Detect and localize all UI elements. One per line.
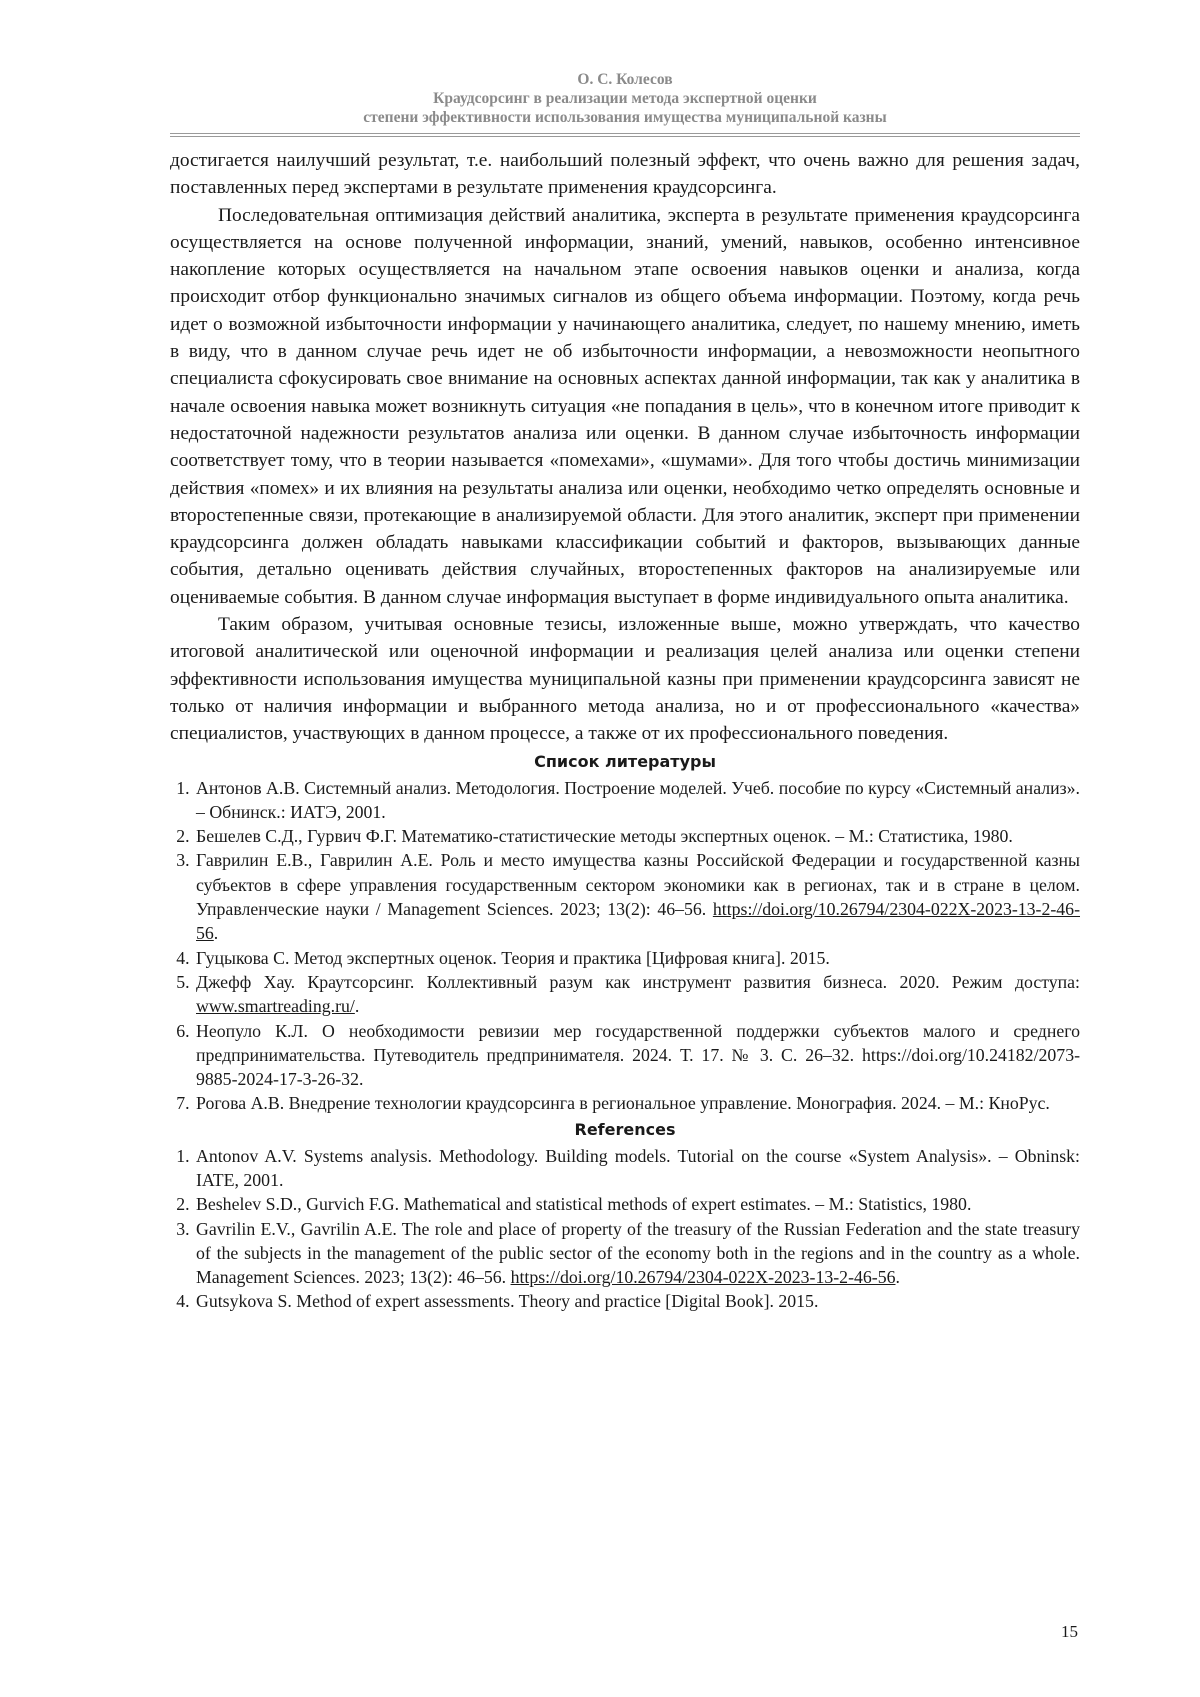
header-title-line-2: степени эффективности использования имущества муниципальной казны	[363, 109, 887, 126]
header-title-line-1: Краудсорсинг в реализации метода экспертной оценки	[433, 90, 817, 107]
header-author: О. С. Колесов	[577, 71, 673, 88]
references-list	[170, 1144, 1080, 1314]
literature-item-1: 1. Антонов А.В. Системный анализ. Методология. Построение моделей. Учеб. пособие по курсу «Системный анализ». – Обнинск.: ИАТЭ, 2001.	[194, 776, 1080, 825]
paragraph-optimization: Последовательная оптимизация действий аналитика, эксперта в результате применения краудсорсинга осуществляется на основе полученной информации, знаний, умений, навыков, особенно интенсивное накопление которых осуществляется на начальном этапе освоения навыков оценки и анализа, когда происходит отбор функционально значимых сигналов из общего объема информации. Поэтому, когда речь идет о возможной избыточности информации у начинающего аналитика, следует, по нашему мнению, иметь в виду, что в данном случае речь идет не об избыточности информации, а невозможности неопытного специалиста сфокусировать свое внимание на основных аспектах данной информации, так как у аналитика в начале освоения навыка может возникнуть ситуация «не попадания в цель», что в конечном итоге приводит к недостаточной надежности результатов анализа или оценки. В данном случае избыточность информации соответствует тому, что в теории называется «помехами», «шумами». Для того чтобы достичь минимизации действия «помех» и их влияния на результаты анализа или оценки, необходимо четко определять основные и второстепенные связи, протекающие в анализируемой области. Для этого аналитик, эксперт при применении краудсорсинга должен обладать навыками классификации событий и факторов, вызывающих данные события, детально оценивать действия случайных, второстепенных факторов на анализируемые или оцениваемые события. В данном случае информация выступает в форме индивидуального опыта аналитика.	[170, 204, 1080, 608]
paragraph-continuation: достигается наилучший результат, т.е. наибольший полезный эффект, что очень важно для решения задач, поставленных перед экспертами в результате применения краудсорсинга.	[170, 150, 1080, 199]
page	[170, 70, 1080, 1314]
body-text	[170, 147, 1080, 748]
reference-item-2: 2. Beshelev S.D., Gurvich F.G. Mathematical and statistical methods of expert estimates. – M.: Statistics, 1980.	[194, 1192, 1080, 1216]
literature-item-4: 4. Гуцыкова С. Метод экспертных оценок. Теория и практика [Цифровая книга]. 2015.	[194, 946, 1080, 970]
reference-item-3: 3. Gavrilin E.V., Gavrilin A.E. The role and place of property of the treasury of the Russian Federation and the state treasury of the subjects in the management of the public sector of the economy both in the regions and in the country as a whole. Management Sciences. 2023; 13(2): 46–56. https://doi.org/10.26794/2304-022X-2023-13-2-46-56.	[194, 1217, 1080, 1290]
website-link[interactable]: www.smartreading.ru/	[196, 996, 355, 1017]
doi-link[interactable]: https://doi.org/10.26794/2304-022X-2023-13-2-46-56	[510, 1267, 896, 1288]
running-head	[170, 70, 1080, 127]
literature-item-2: 2. Бешелев С.Д., Гурвич Ф.Г. Математико-статистические методы экспертных оценок. – М.: Статистика, 1980.	[194, 824, 1080, 848]
reference-item-4: 4. Gutsykova S. Method of expert assessments. Theory and practice [Digital Book]. 2015.	[194, 1289, 1080, 1313]
literature-item-6: 6. Неопуло К.Л. О необходимости ревизии мер государственной поддержки субъектов малого и среднего предпринимательства. Путеводитель предпринимателя. 2024. Т. 17. № 3. С. 26–32. https://doi.org/10.24182/2073-9885-2024-17-3-26-32.	[194, 1019, 1080, 1092]
doi-link[interactable]: https://doi.org/10.26794/2304-022X-2023-13-2-46-56	[196, 899, 1080, 944]
reference-item-1: 1. Antonov A.V. Systems analysis. Methodology. Building models. Tutorial on the course «System Analysis». – Obninsk: IATE, 2001.	[194, 1144, 1080, 1193]
literature-list	[170, 776, 1080, 1116]
header-divider	[170, 133, 1080, 137]
literature-item-5: 5. Джефф Хау. Краутсорсинг. Коллективный разум как инструмент развития бизнеса. 2020. Режим доступа: www.smartreading.ru/.	[194, 970, 1080, 1019]
literature-item-3: 3. Гаврилин Е.В., Гаврилин А.Е. Роль и место имущества казны Российской Федерации и государственной казны субъектов в сфере управления государственным сектором экономики как в регионах, так и в стране в целом. Управленческие науки / Management Sciences. 2023; 13(2): 46–56. https://doi.org/10.26794/2304-022X-2023-13-2-46-56.	[194, 848, 1080, 945]
literature-item-7: 7. Рогова А.В. Внедрение технологии краудсорсинга в региональное управление. Монография. 2024. – М.: КноРус.	[194, 1091, 1080, 1115]
paragraph-conclusion: Таким образом, учитывая основные тезисы, изложенные выше, можно утверждать, что качество итоговой аналитической или оценочной информации и реализация целей анализа или оценки степени эффективности использования имущества муниципальной казны при применении краудсорсинга зависят не только от наличия информации и выбранного метода анализа, но и от профессионального «качества» специалистов, участвующих в данном процессе, а также от их профессионального поведения.	[170, 614, 1080, 745]
page-number: 15	[1061, 1622, 1078, 1641]
references-title: References	[574, 1119, 676, 1139]
literature-title: Список литературы	[534, 751, 716, 771]
